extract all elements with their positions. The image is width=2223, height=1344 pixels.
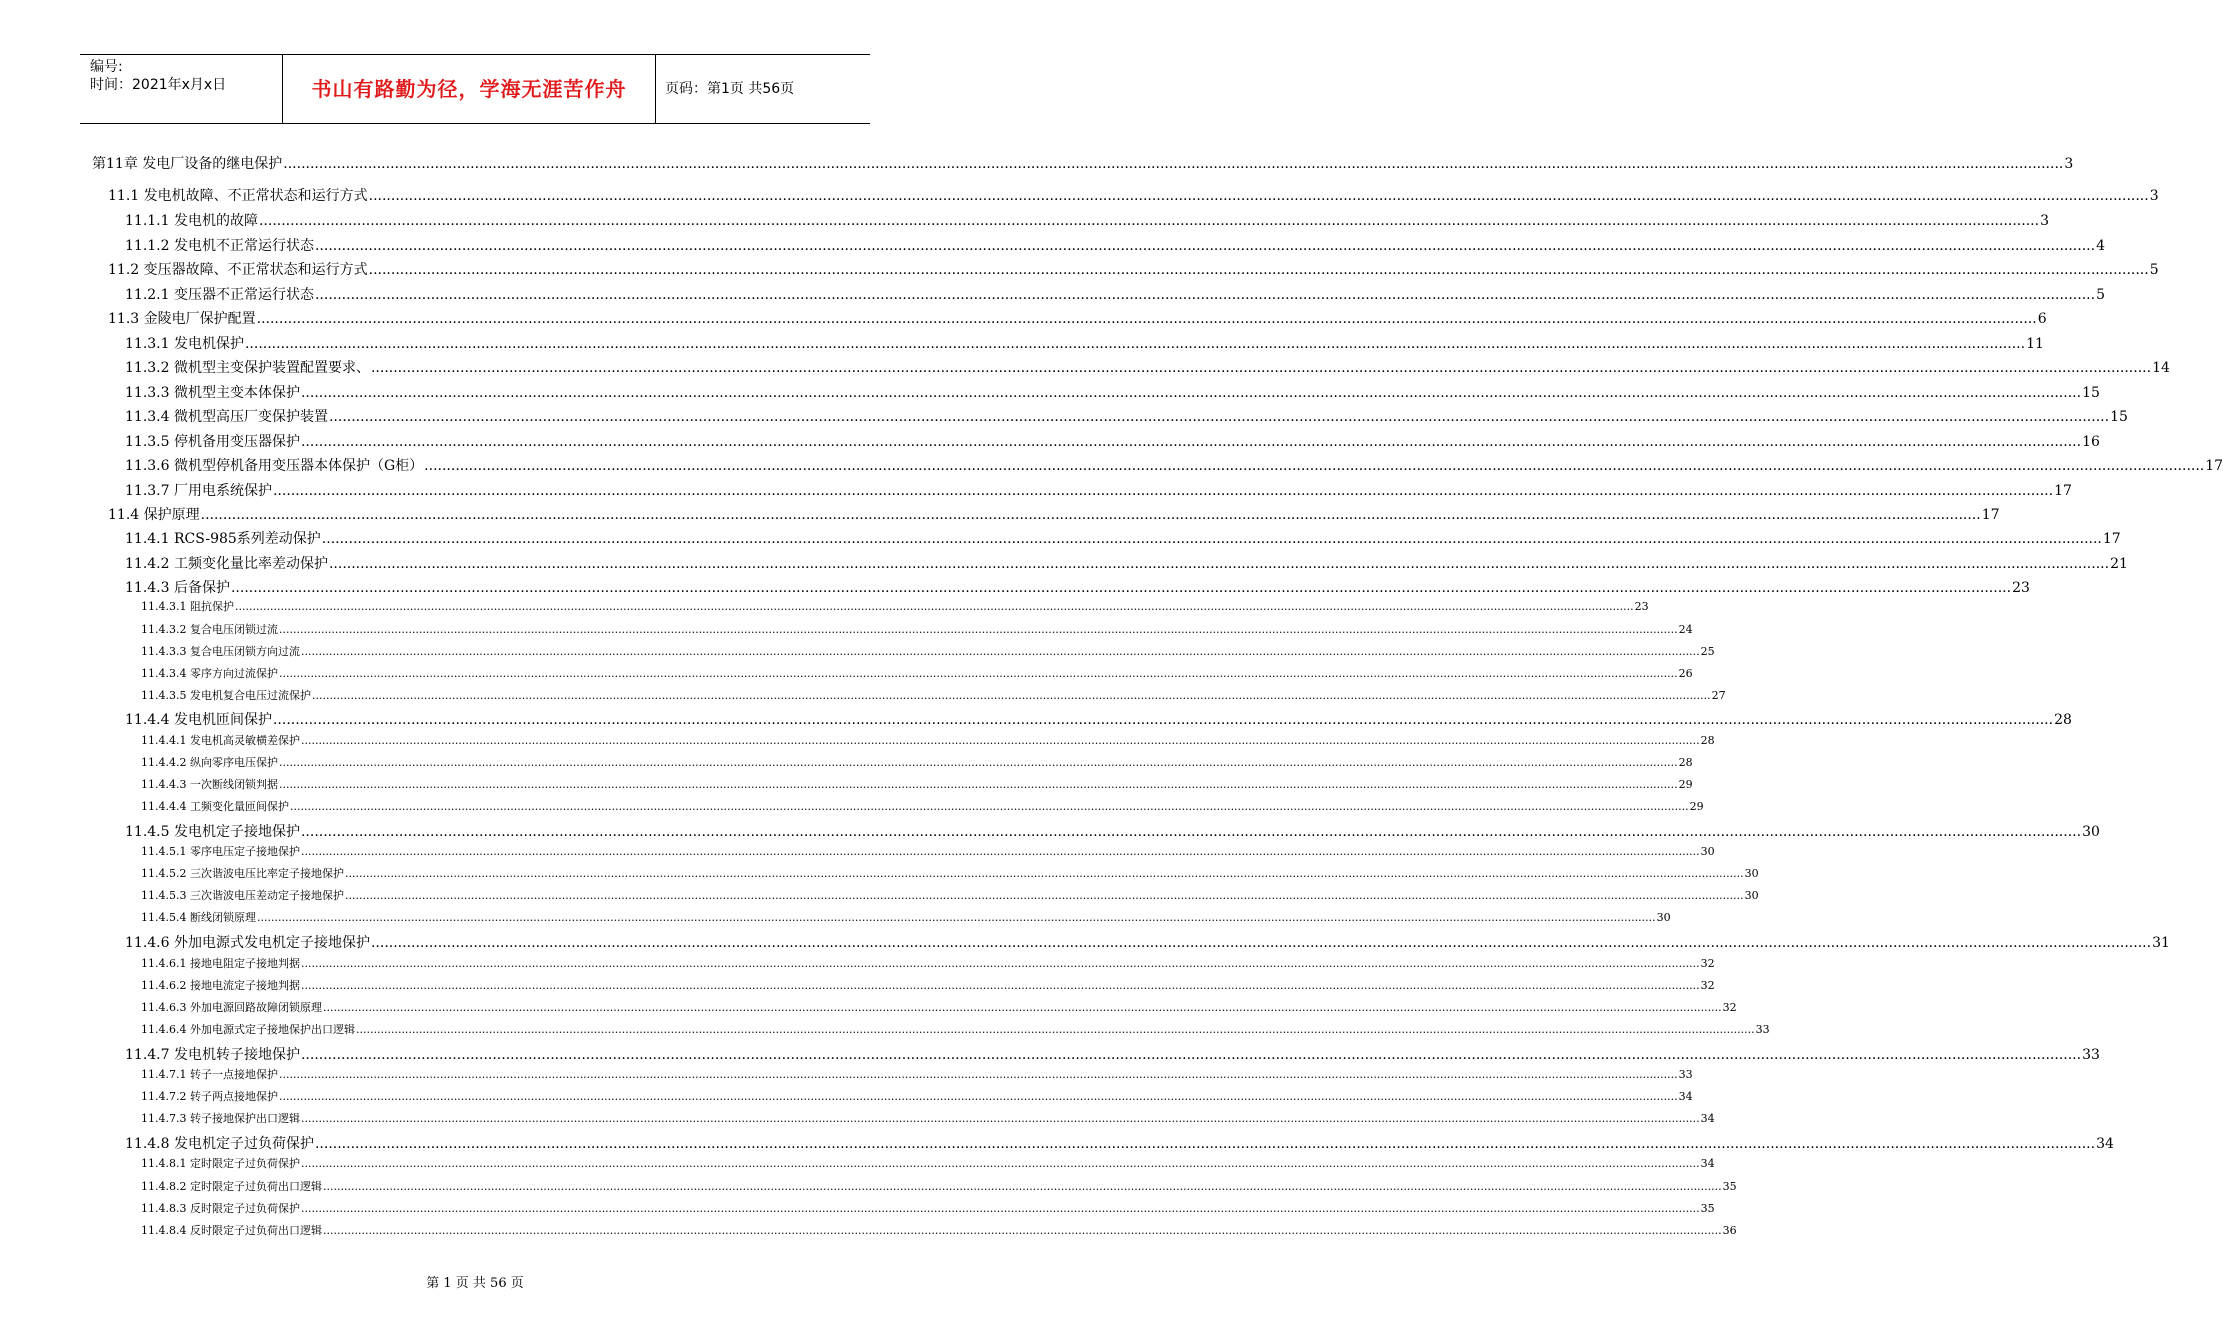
toc-entry[interactable] — [125, 1046, 2100, 1066]
toc-entry-page: 17 — [2054, 483, 2072, 499]
document-number-label: 编号: — [90, 59, 123, 75]
toc-entry[interactable] — [141, 645, 1715, 665]
toc-entry[interactable] — [141, 778, 1693, 798]
toc-dot-leader: ................................................................................................................................................................................................................................................................................................................................................................................................................ — [322, 1001, 1722, 1014]
toc-entry[interactable] — [141, 734, 1715, 754]
toc-entry[interactable] — [125, 237, 2105, 257]
toc-entry-title: 11.4.8 发电机定子过负荷保护 — [125, 1136, 314, 1152]
toc-entry-title: 11.4.7.2 转子两点接地保护 — [141, 1090, 278, 1103]
toc-entry-title: 11.4.5.1 零序电压定子接地保护 — [141, 845, 300, 858]
toc-entry-page: 36 — [1722, 1224, 1737, 1237]
toc-entry-title: 11.1.2 发电机不正常运行状态 — [125, 238, 314, 254]
toc-entry-page: 33 — [1755, 1023, 1770, 1036]
toc-entry-title: 11.4.3.3 复合电压闭锁方向过流 — [141, 645, 300, 658]
toc-entry-page: 21 — [2110, 556, 2128, 572]
toc-entry-page: 3 — [2149, 188, 2159, 204]
toc-entry-page: 34 — [1700, 1112, 1715, 1125]
toc-entry-title: 11.4.2 工频变化量比率差动保护 — [125, 556, 328, 572]
toc-dot-leader: ................................................................................................................................................................................................................................................................................................................................................................................................................ — [370, 360, 2152, 376]
toc-entry-title: 11.4.7.3 转子接地保护出口逻辑 — [141, 1112, 300, 1125]
toc-entry-title: 11.4.8.3 反时限定子过负荷保护 — [141, 1202, 300, 1215]
toc-dot-leader: ................................................................................................................................................................................................................................................................................................................................................................................................................ — [300, 845, 1700, 858]
toc-entry[interactable] — [141, 911, 1671, 931]
toc-entry[interactable] — [125, 457, 2223, 477]
toc-entry[interactable] — [125, 384, 2100, 404]
toc-dot-leader: ................................................................................................................................................................................................................................................................................................................................................................................................................ — [200, 507, 1981, 523]
toc-entry[interactable] — [141, 867, 1759, 887]
toc-entry-page: 28 — [2054, 712, 2072, 728]
toc-entry[interactable] — [125, 359, 2170, 379]
toc-entry-page: 35 — [1722, 1180, 1737, 1193]
toc-entry-page: 15 — [2082, 385, 2100, 401]
toc-entry[interactable] — [141, 957, 1715, 977]
toc-entry-page: 34 — [1700, 1157, 1715, 1170]
header-page-cell — [655, 55, 870, 123]
toc-entry[interactable] — [125, 823, 2100, 843]
toc-entry-title: 11.4.6.3 外加电源回路故障闭锁原理 — [141, 1001, 322, 1014]
toc-entry[interactable] — [125, 408, 2128, 428]
toc-dot-leader: ................................................................................................................................................................................................................................................................................................................................................................................................................ — [272, 712, 2054, 728]
toc-entry-page: 17 — [2205, 458, 2223, 474]
toc-dot-leader: ................................................................................................................................................................................................................................................................................................................................................................................................................ — [256, 311, 2037, 327]
toc-dot-leader: ................................................................................................................................................................................................................................................................................................................................................................................................................ — [300, 734, 1700, 747]
toc-entry-page: 15 — [2110, 409, 2128, 425]
toc-dot-leader: ................................................................................................................................................................................................................................................................................................................................................................................................................ — [278, 756, 1678, 769]
toc-entry[interactable] — [125, 433, 2100, 453]
toc-entry-page: 30 — [1744, 889, 1759, 902]
toc-entry[interactable] — [92, 155, 2074, 175]
header-motto-cell — [282, 55, 656, 123]
header-motto: 书山有路勤为径，学海无涯苦作舟 — [311, 77, 627, 101]
document-time-label: 时间：2021年x月x日 — [90, 77, 227, 93]
toc-dot-leader: ................................................................................................................................................................................................................................................................................................................................................................................................................ — [283, 156, 2064, 172]
toc-entry-page: 6 — [2037, 311, 2047, 327]
toc-entry[interactable] — [141, 889, 1759, 909]
toc-entry[interactable] — [141, 1112, 1715, 1132]
toc-dot-leader: ................................................................................................................................................................................................................................................................................................................................................................................................................ — [300, 1112, 1700, 1125]
toc-dot-leader: ................................................................................................................................................................................................................................................................................................................................................................................................................ — [314, 1136, 2096, 1152]
toc-entry[interactable] — [141, 979, 1715, 999]
toc-entry[interactable] — [141, 800, 1704, 820]
toc-entry-page: 30 — [1700, 845, 1715, 858]
toc-entry-page: 3 — [2040, 213, 2049, 229]
toc-entry-page: 24 — [1678, 623, 1693, 636]
toc-dot-leader: ................................................................................................................................................................................................................................................................................................................................................................................................................ — [230, 580, 2012, 596]
toc-dot-leader: ................................................................................................................................................................................................................................................................................................................................................................................................................ — [300, 824, 2082, 840]
toc-entry[interactable] — [125, 711, 2072, 731]
page-header — [80, 54, 870, 124]
toc-entry-page: 30 — [2082, 824, 2100, 840]
toc-entry-title: 11.4.6.2 接地电流定子接地判据 — [141, 979, 300, 992]
toc-entry[interactable] — [141, 1090, 1693, 1110]
toc-dot-leader: ................................................................................................................................................................................................................................................................................................................................................................................................................ — [370, 935, 2152, 951]
toc-dot-leader: ................................................................................................................................................................................................................................................................................................................................................................................................................ — [300, 385, 2082, 401]
toc-dot-leader: ................................................................................................................................................................................................................................................................................................................................................................................................................ — [368, 188, 2149, 204]
toc-entry-page: 4 — [2096, 238, 2105, 254]
toc-entry[interactable] — [141, 667, 1693, 687]
toc-entry-page: 34 — [2096, 1136, 2114, 1152]
toc-dot-leader: ................................................................................................................................................................................................................................................................................................................................................................................................................ — [355, 1023, 1755, 1036]
toc-entry[interactable] — [125, 1135, 2114, 1155]
toc-entry-page: 32 — [1700, 957, 1715, 970]
toc-entry-page: 29 — [1689, 800, 1704, 813]
toc-entry[interactable] — [141, 600, 1649, 620]
toc-dot-leader: ................................................................................................................................................................................................................................................................................................................................................................................................................ — [256, 911, 1656, 924]
toc-entry[interactable] — [141, 845, 1715, 865]
toc-dot-leader: ................................................................................................................................................................................................................................................................................................................................................................................................................ — [289, 800, 1689, 813]
toc-entry-title: 11.4 保护原理 — [108, 507, 200, 523]
toc-entry-title: 11.1.1 发电机的故障 — [125, 213, 258, 229]
toc-entry-page: 14 — [2152, 360, 2170, 376]
toc-dot-leader: ................................................................................................................................................................................................................................................................................................................................................................................................................ — [300, 434, 2082, 450]
toc-entry-title: 11.4.1 RCS-985系列差动保护 — [125, 531, 321, 547]
toc-entry[interactable] — [141, 756, 1693, 776]
toc-entry-title: 11.4.3.4 零序方向过流保护 — [141, 667, 278, 680]
toc-dot-leader: ................................................................................................................................................................................................................................................................................................................................................................................................................ — [300, 1047, 2082, 1063]
toc-dot-leader: ................................................................................................................................................................................................................................................................................................................................................................................................................ — [368, 262, 2149, 278]
toc-entry[interactable] — [141, 1202, 1715, 1222]
toc-entry-page: 26 — [1678, 667, 1693, 680]
toc-entry[interactable] — [125, 934, 2170, 954]
toc-dot-leader: ................................................................................................................................................................................................................................................................................................................................................................................................................ — [321, 531, 2102, 547]
toc-dot-leader: ................................................................................................................................................................................................................................................................................................................................................................................................................ — [300, 979, 1700, 992]
toc-entry-page: 17 — [1981, 507, 2000, 523]
toc-dot-leader: ................................................................................................................................................................................................................................................................................................................................................................................................................ — [234, 600, 1634, 613]
toc-entry-title: 11.4.3.2 复合电压闭锁过流 — [141, 623, 278, 636]
toc-entry-page: 5 — [2096, 287, 2105, 303]
toc-entry-page: 33 — [2082, 1047, 2100, 1063]
toc-entry-title: 11.4.5.3 三次谐波电压差动定子接地保护 — [141, 889, 344, 902]
toc-entry[interactable] — [108, 261, 2159, 281]
toc-entry[interactable] — [141, 1157, 1715, 1177]
toc-dot-leader: ................................................................................................................................................................................................................................................................................................................................................................................................................ — [278, 667, 1678, 680]
toc-entry-page: 16 — [2082, 434, 2100, 450]
page-footer: 第 1 页 共 56 页 — [426, 1276, 524, 1291]
toc-dot-leader: ................................................................................................................................................................................................................................................................................................................................................................................................................ — [328, 556, 2110, 572]
toc-entry-page: 29 — [1678, 778, 1693, 791]
toc-dot-leader: ................................................................................................................................................................................................................................................................................................................................................................................................................ — [258, 213, 2040, 229]
toc-dot-leader: ................................................................................................................................................................................................................................................................................................................................................................................................................ — [278, 1068, 1678, 1081]
toc-entry-title: 11.4.6.4 外加电源式定子接地保护出口逻辑 — [141, 1023, 355, 1036]
toc-entry-title: 11.4.4.2 纵向零序电压保护 — [141, 756, 278, 769]
toc-entry-title: 11.4.3 后备保护 — [125, 580, 230, 596]
toc-dot-leader: ................................................................................................................................................................................................................................................................................................................................................................................................................ — [300, 957, 1700, 970]
header-meta-cell — [80, 55, 282, 123]
toc-dot-leader: ................................................................................................................................................................................................................................................................................................................................................................................................................ — [300, 1202, 1700, 1215]
header-page-info: 页码：第1页 共56页 — [665, 81, 795, 97]
toc-entry[interactable] — [108, 187, 2159, 207]
toc-entry-page: 25 — [1700, 645, 1715, 658]
toc-dot-leader: ................................................................................................................................................................................................................................................................................................................................................................................................................ — [322, 1180, 1722, 1193]
toc-entry-page: 5 — [2149, 262, 2159, 278]
toc-dot-leader: ................................................................................................................................................................................................................................................................................................................................................................................................................ — [328, 409, 2110, 425]
toc-entry-title: 11.4.4.3 一次断线闭锁判据 — [141, 778, 278, 791]
toc-entry-title: 11.4.5 发电机定子接地保护 — [125, 824, 300, 840]
toc-entry-page: 28 — [1678, 756, 1693, 769]
toc-entry[interactable] — [108, 310, 2047, 330]
toc-entry[interactable] — [125, 482, 2072, 502]
toc-entry-page: 31 — [2152, 935, 2170, 951]
toc-entry-title: 11.2 变压器故障、不正常状态和运行方式 — [108, 262, 368, 278]
toc-entry-title: 11.3.3 微机型主变本体保护 — [125, 385, 300, 401]
toc-entry-title: 11.4.3.1 阻抗保护 — [141, 600, 234, 613]
toc-entry-title: 11.4.5.4 断线闭锁原理 — [141, 911, 256, 924]
toc-entry-page: 11 — [2026, 336, 2044, 352]
toc-entry-title: 11.4.7 发电机转子接地保护 — [125, 1047, 300, 1063]
toc-entry-title: 第11章 发电厂设备的继电保护 — [92, 156, 283, 172]
toc-dot-leader: ................................................................................................................................................................................................................................................................................................................................................................................................................ — [278, 623, 1678, 636]
toc-entry-title: 11.4.7.1 转子一点接地保护 — [141, 1068, 278, 1081]
toc-entry[interactable] — [125, 212, 2049, 232]
toc-entry-page: 27 — [1711, 689, 1726, 702]
toc-entry-title: 11.4.8.2 定时限定子过负荷出口逻辑 — [141, 1180, 322, 1193]
toc-entry-title: 11.3.5 停机备用变压器保护 — [125, 434, 300, 450]
toc-dot-leader: ................................................................................................................................................................................................................................................................................................................................................................................................................ — [314, 287, 2096, 303]
toc-entry-page: 30 — [1656, 911, 1671, 924]
toc-entry[interactable] — [108, 506, 2000, 526]
toc-entry[interactable] — [125, 579, 2030, 599]
toc-entry-page: 32 — [1722, 1001, 1737, 1014]
toc-entry[interactable] — [141, 689, 1726, 709]
toc-dot-leader: ................................................................................................................................................................................................................................................................................................................................................................................................................ — [300, 645, 1700, 658]
toc-entry-title: 11.4.4 发电机匝间保护 — [125, 712, 272, 728]
toc-entry[interactable] — [125, 530, 2121, 550]
toc-dot-leader: ................................................................................................................................................................................................................................................................................................................................................................................................................ — [300, 1157, 1700, 1170]
toc-entry[interactable] — [125, 335, 2044, 355]
toc-entry[interactable] — [125, 555, 2128, 575]
toc-entry-title: 11.3.6 微机型停机备用变压器本体保护（G柜） — [125, 458, 424, 474]
toc-dot-leader: ................................................................................................................................................................................................................................................................................................................................................................................................................ — [244, 336, 2026, 352]
toc-entry-page: 17 — [2102, 531, 2121, 547]
toc-entry-title: 11.3.1 发电机保护 — [125, 336, 244, 352]
toc-dot-leader: ................................................................................................................................................................................................................................................................................................................................................................................................................ — [272, 483, 2054, 499]
toc-entry-page: 28 — [1700, 734, 1715, 747]
toc-entry-title: 11.4.5.2 三次谐波电压比率定子接地保护 — [141, 867, 344, 880]
toc-entry[interactable] — [141, 1224, 1737, 1244]
toc-entry-page: 32 — [1700, 979, 1715, 992]
toc-entry-title: 11.4.6.1 接地电阻定子接地判据 — [141, 957, 300, 970]
toc-entry-page: 3 — [2064, 156, 2074, 172]
toc-entry-title: 11.4.4.4 工频变化量匝间保护 — [141, 800, 289, 813]
toc-entry-title: 11.4.4.1 发电机高灵敏横差保护 — [141, 734, 300, 747]
toc-entry-page: 35 — [1700, 1202, 1715, 1215]
toc-dot-leader: ................................................................................................................................................................................................................................................................................................................................................................................................................ — [314, 238, 2096, 254]
toc-entry-title: 11.4.8.4 反时限定子过负荷出口逻辑 — [141, 1224, 322, 1237]
toc-dot-leader: ................................................................................................................................................................................................................................................................................................................................................................................................................ — [278, 1090, 1678, 1103]
toc-entry-page: 23 — [2012, 580, 2030, 596]
toc-entry-title: 11.4.8.1 定时限定子过负荷保护 — [141, 1157, 300, 1170]
toc-entry-title: 11.3.7 厂用电系统保护 — [125, 483, 272, 499]
toc-entry-page: 33 — [1678, 1068, 1693, 1081]
toc-entry[interactable] — [141, 1180, 1737, 1200]
toc-entry-title: 11.4.3.5 发电机复合电压过流保护 — [141, 689, 311, 702]
toc-dot-leader: ................................................................................................................................................................................................................................................................................................................................................................................................................ — [344, 867, 1744, 880]
toc-entry-page: 30 — [1744, 867, 1759, 880]
toc-entry-page: 34 — [1678, 1090, 1693, 1103]
toc-entry-title: 11.3.4 微机型高压厂变保护装置 — [125, 409, 328, 425]
toc-entry[interactable] — [141, 1001, 1737, 1021]
toc-entry[interactable] — [125, 286, 2105, 306]
toc-entry-title: 11.1 发电机故障、不正常状态和运行方式 — [108, 188, 368, 204]
toc-entry-title: 11.2.1 变压器不正常运行状态 — [125, 287, 314, 303]
toc-dot-leader: ................................................................................................................................................................................................................................................................................................................................................................................................................ — [424, 458, 2205, 474]
toc-dot-leader: ................................................................................................................................................................................................................................................................................................................................................................................................................ — [311, 689, 1711, 702]
toc-dot-leader: ................................................................................................................................................................................................................................................................................................................................................................................................................ — [344, 889, 1744, 902]
toc-entry-title: 11.3 金陵电厂保护配置 — [108, 311, 256, 327]
toc-entry-title: 11.4.6 外加电源式发电机定子接地保护 — [125, 935, 370, 951]
toc-entry[interactable] — [141, 1023, 1770, 1043]
toc-dot-leader: ................................................................................................................................................................................................................................................................................................................................................................................................................ — [322, 1224, 1722, 1237]
toc-dot-leader: ................................................................................................................................................................................................................................................................................................................................................................................................................ — [278, 778, 1678, 791]
toc-entry[interactable] — [141, 1068, 1693, 1088]
toc-entry-page: 23 — [1634, 600, 1649, 613]
toc-entry-title: 11.3.2 微机型主变保护装置配置要求、 — [125, 360, 370, 376]
toc-entry[interactable] — [141, 623, 1693, 643]
